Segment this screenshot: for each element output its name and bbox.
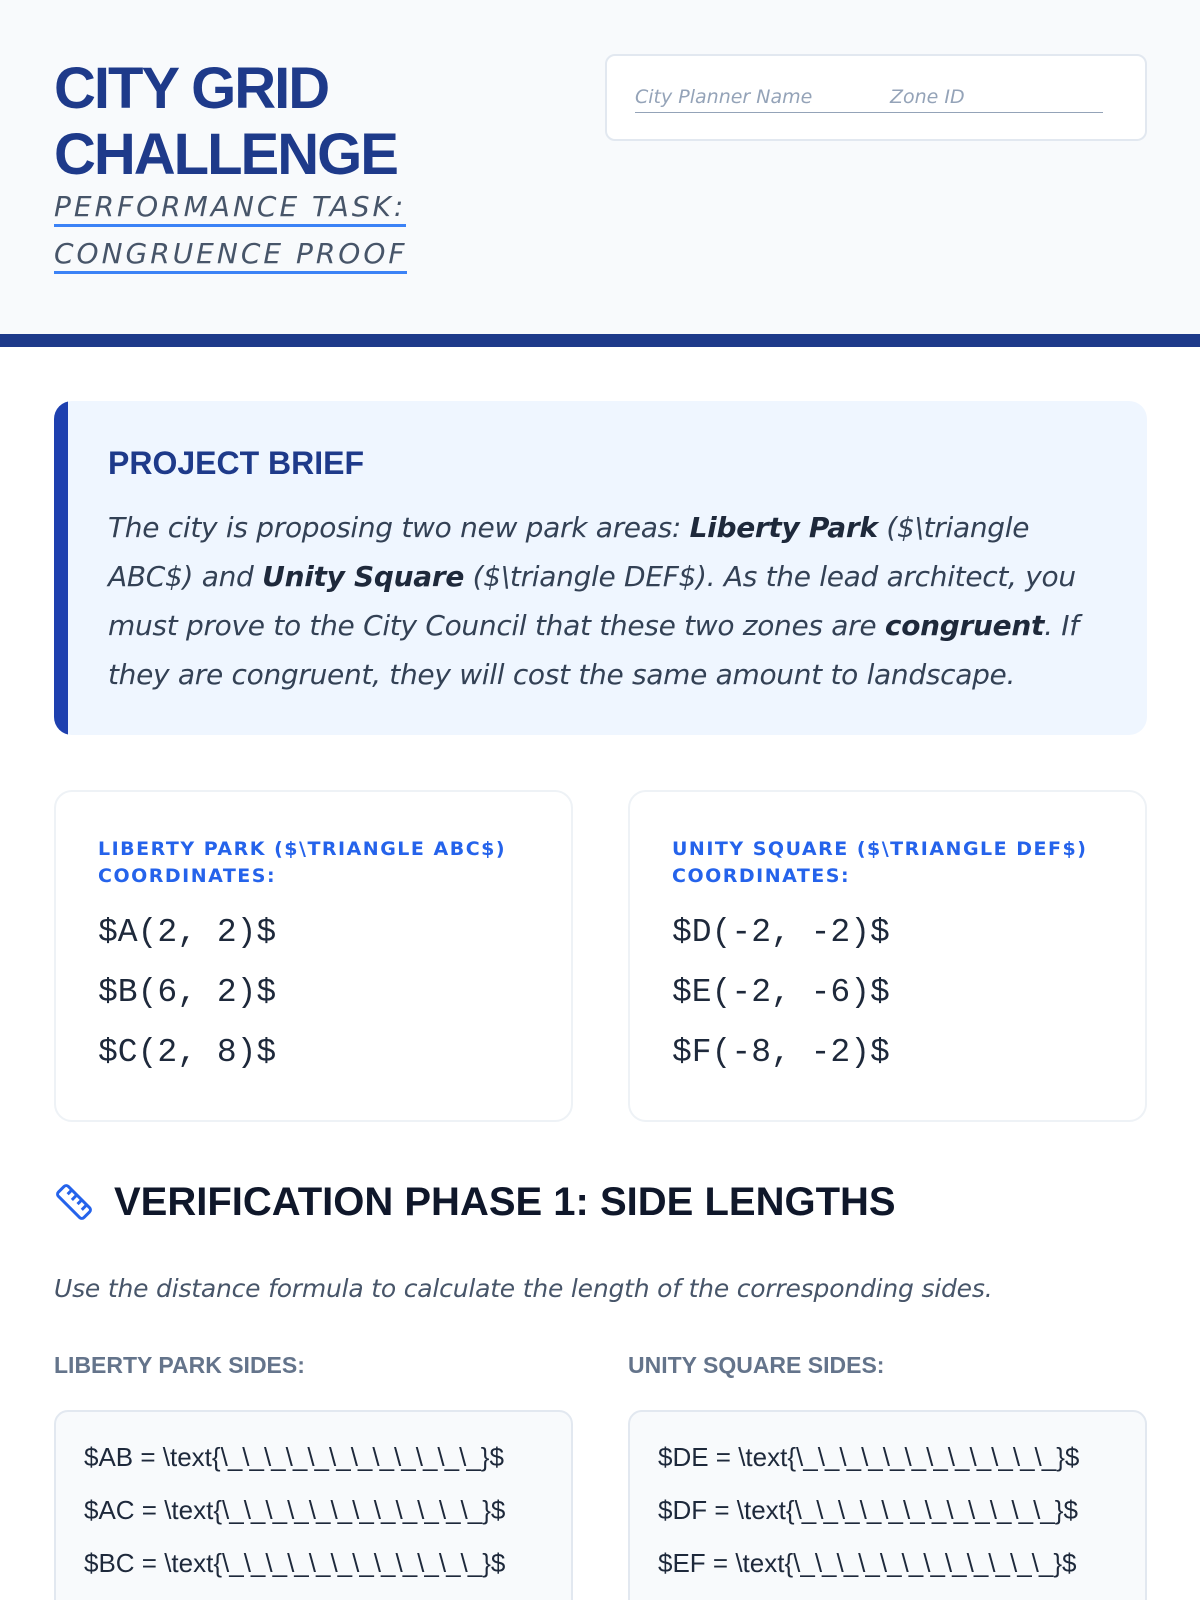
brief-text-part: . If they are congruent, they will cost the same amount to landscape. xyxy=(108,609,1079,691)
point-f: $F(-8, -2)$ xyxy=(672,1034,890,1071)
brief-title: PROJECT BRIEF xyxy=(108,445,365,481)
subtitle-line-1: PERFORMANCE TASK: xyxy=(54,190,406,227)
page-subtitle xyxy=(54,190,407,284)
liberty-park-title: LIBERTY PARK ($\TRIANGLE ABC$) COORDINATES: xyxy=(98,838,507,887)
subtitle-line-2: CONGRUENCE PROOF xyxy=(54,237,407,274)
header-divider xyxy=(0,334,1200,347)
point-d: $D(-2, -2)$ xyxy=(672,914,890,951)
phase-1-instructions: Use the distance formula to calculate the length of the corresponding sides. xyxy=(54,1274,993,1303)
unity-sides-label: UNITY SQUARE SIDES: xyxy=(628,1352,885,1378)
side-ab-answer[interactable]: $AB = \text{\_\_\_\_\_\_\_\_\_\_\_\_}$ xyxy=(84,1442,504,1472)
unity-sides-box xyxy=(628,1410,1147,1600)
side-bc-answer[interactable]: $BC = \text{\_\_\_\_\_\_\_\_\_\_\_\_}$ xyxy=(84,1548,506,1578)
planner-info-box xyxy=(605,54,1147,141)
side-de-answer[interactable]: $DE = \text{\_\_\_\_\_\_\_\_\_\_\_\_}$ xyxy=(658,1442,1080,1472)
phase-1-title: VERIFICATION PHASE 1: SIDE LENGTHS xyxy=(114,1180,896,1224)
page-title xyxy=(54,56,397,188)
point-a: $A(2, 2)$ xyxy=(98,914,277,951)
project-brief xyxy=(54,401,1147,735)
brief-text xyxy=(108,503,1118,699)
planner-name-field[interactable]: City Planner Name xyxy=(635,86,813,108)
header xyxy=(0,0,1200,334)
liberty-park-name: Liberty Park xyxy=(689,511,878,544)
liberty-sides-box xyxy=(54,1410,573,1600)
brief-text-part: ($\triangle ABC$) and xyxy=(108,511,1030,593)
unity-square-card xyxy=(628,790,1147,1122)
brief-text-part: The city is proposing two new park areas: xyxy=(108,511,690,544)
side-ac-answer[interactable]: $AC = \text{\_\_\_\_\_\_\_\_\_\_\_\_}$ xyxy=(84,1495,506,1525)
zone-id-field[interactable]: Zone ID xyxy=(890,86,965,108)
title-line-1: CITY GRID xyxy=(54,56,329,121)
brief-accent-bar xyxy=(54,401,68,735)
congruent-keyword: congruent xyxy=(884,609,1045,642)
unity-square-title: UNITY SQUARE ($\TRIANGLE DEF$) COORDINATES: xyxy=(672,838,1088,887)
side-df-answer[interactable]: $DF = \text{\_\_\_\_\_\_\_\_\_\_\_\_}$ xyxy=(658,1495,1078,1525)
fill-in-line xyxy=(635,112,1103,113)
point-b: $B(6, 2)$ xyxy=(98,974,277,1011)
brief-text-part: ($\triangle DEF$). As the lead architect, you must prove to the City Council that these two zones are xyxy=(108,560,1076,642)
ruler-icon xyxy=(54,1182,94,1222)
point-c: $C(2, 8)$ xyxy=(98,1034,277,1071)
side-ef-answer[interactable]: $EF = \text{\_\_\_\_\_\_\_\_\_\_\_\_}$ xyxy=(658,1548,1077,1578)
title-line-2: CHALLENGE xyxy=(54,122,397,187)
liberty-sides-label: LIBERTY PARK SIDES: xyxy=(54,1352,305,1378)
unity-square-name: Unity Square xyxy=(262,560,465,593)
liberty-park-card xyxy=(54,790,573,1122)
point-e: $E(-2, -6)$ xyxy=(672,974,890,1011)
